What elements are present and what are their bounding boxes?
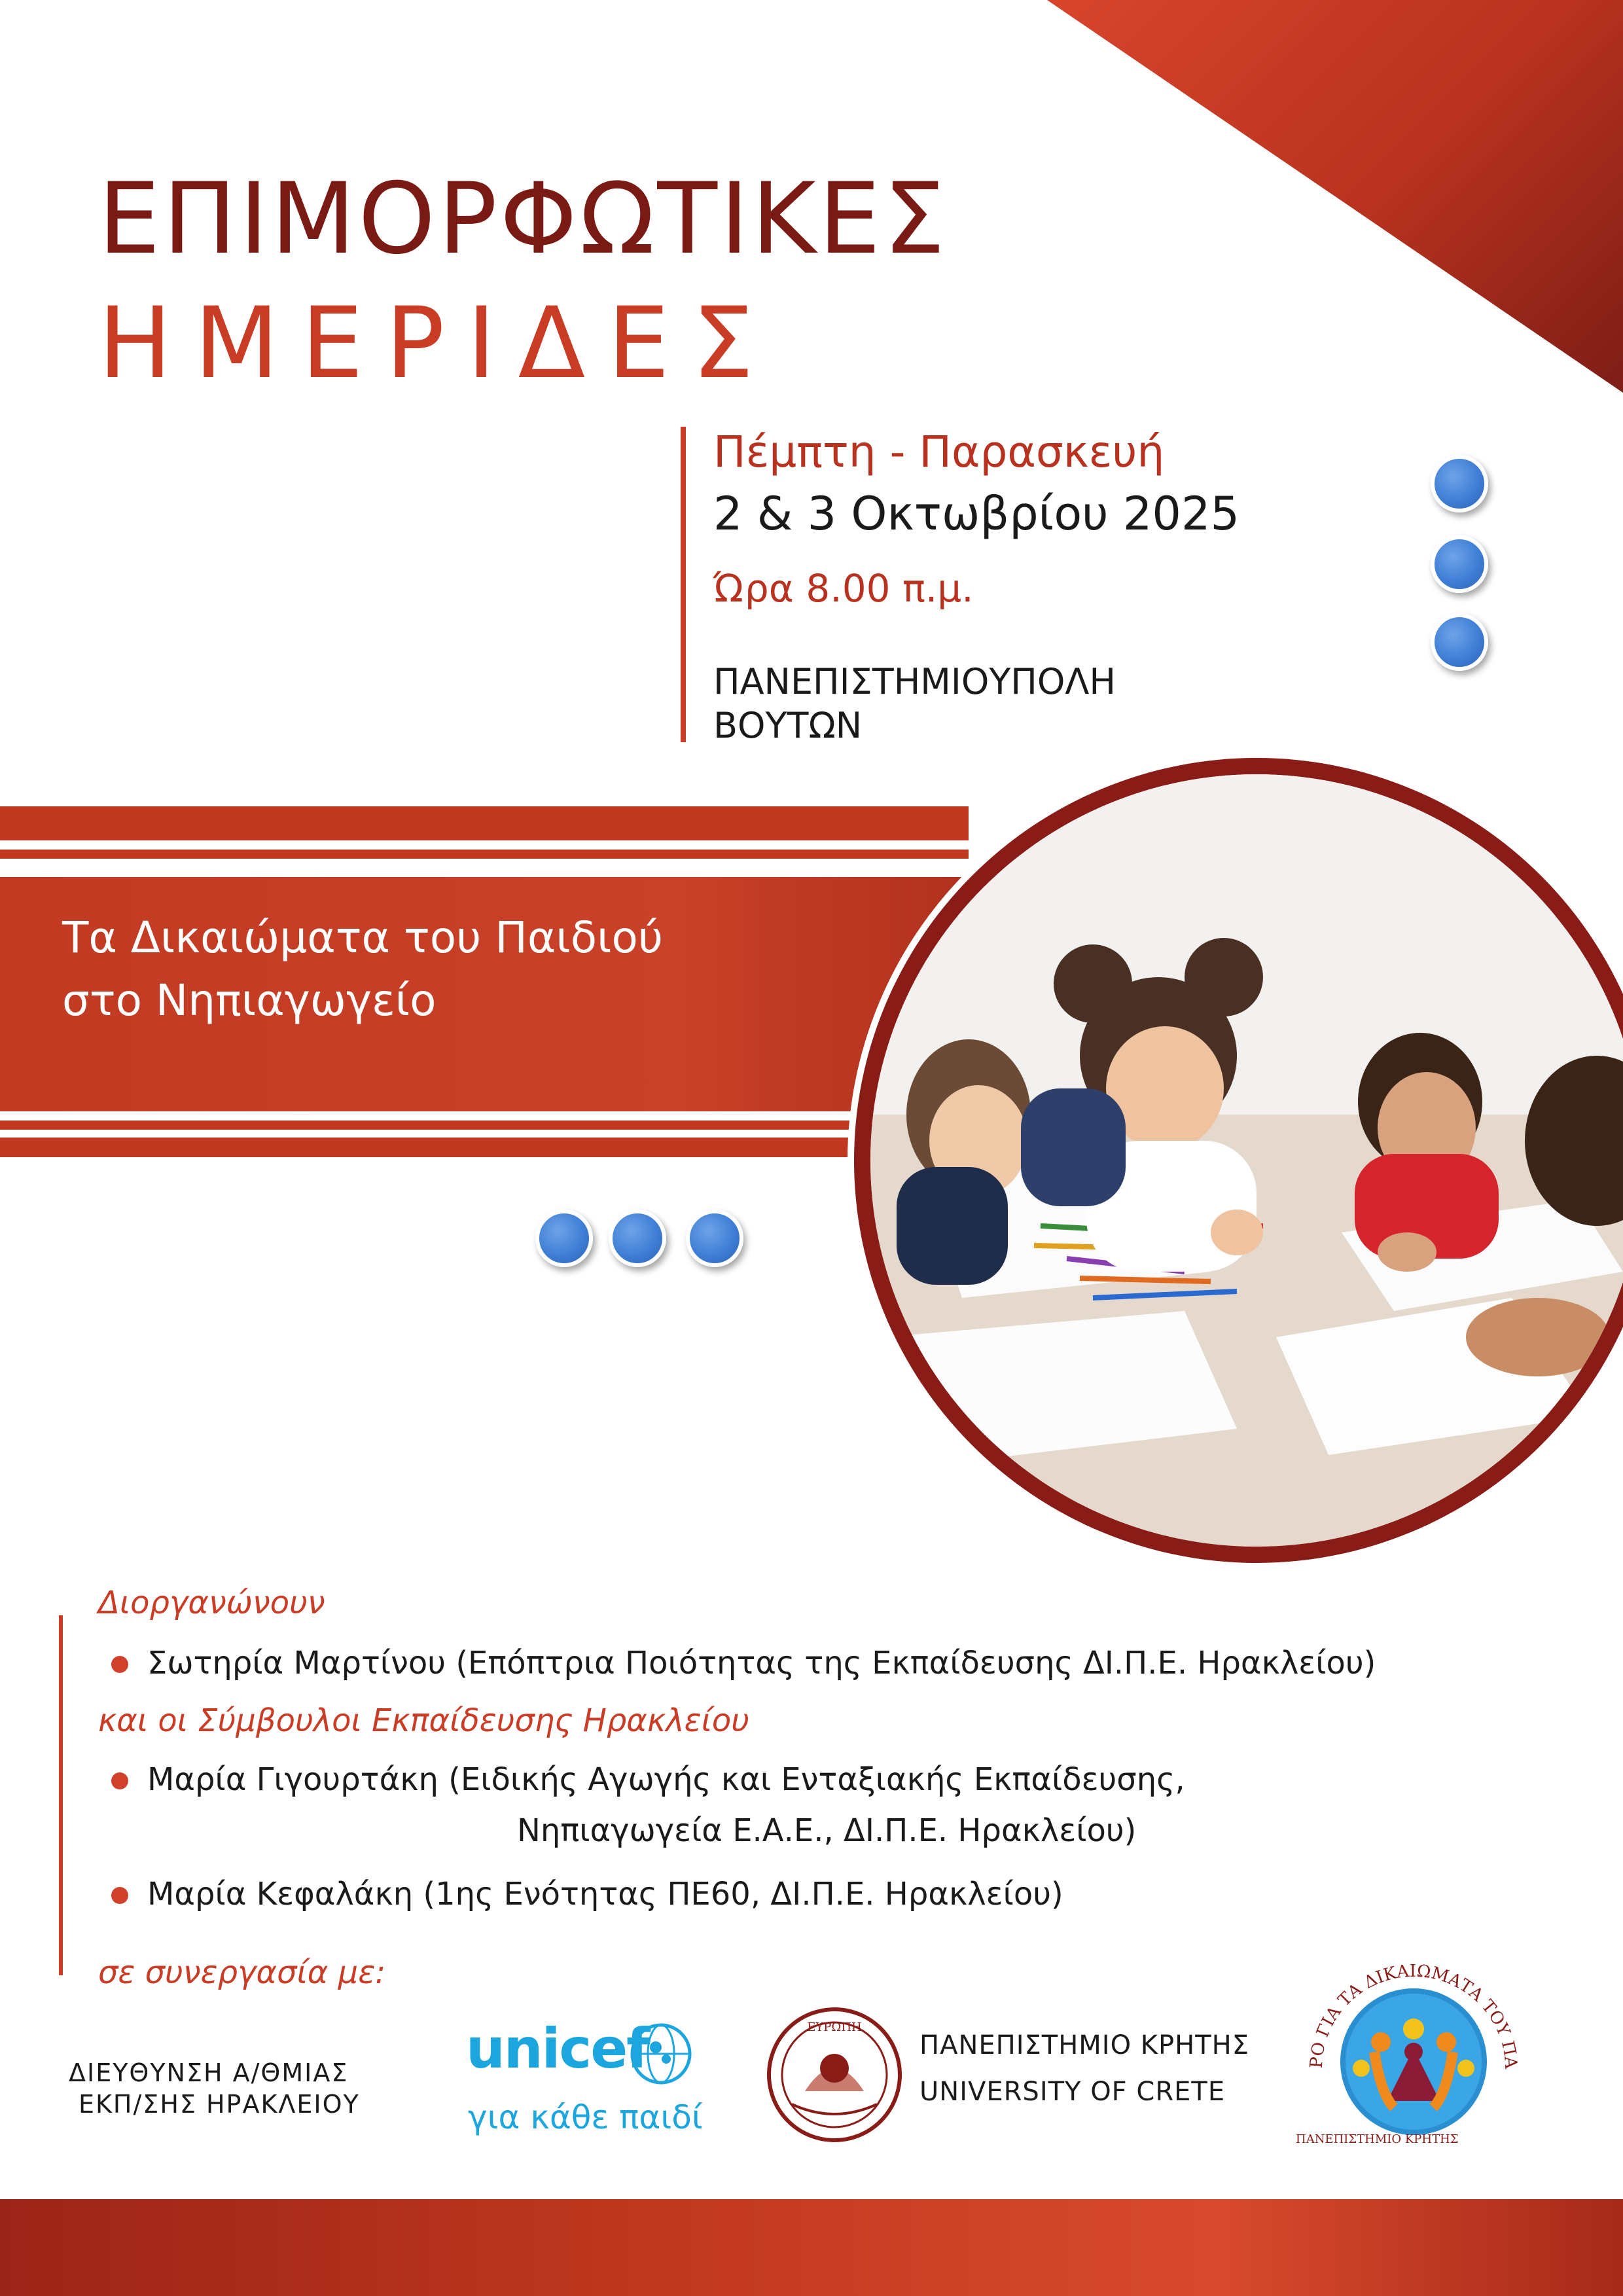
event-days: Πέμπτη - Παρασκευή: [713, 427, 1165, 477]
dipe-logo-line-2: ΕΚΠ/ΣΗΣ ΗΡΑΚΛΕΙΟΥ: [79, 2090, 360, 2119]
blue-dot: [535, 1210, 593, 1267]
topic-line-1: Τα Δικαιώματα του Παιδιού: [62, 912, 664, 963]
banner-bottom-band: [0, 1138, 969, 1157]
seal-text: ΕΥΡΩΠΗ: [807, 2020, 862, 2034]
blue-dot: [1431, 455, 1488, 512]
organizers-subheading: και οι Σύμβουλοι Εκπαίδευσης Ηρακλείου: [98, 1702, 749, 1739]
dipe-logo-line-1: ΔΙΕΥΘΥΝΣΗ Α/ΘΜΙΑΣ: [69, 2058, 349, 2087]
organizer-3: Μαρία Κεφαλάκη (1ης Ενότητας ΠΕ60, ΔΙ.Π.Ε. Ηρακλείου): [147, 1876, 1063, 1912]
bottom-bar: [0, 2199, 1623, 2296]
blue-dot: [1431, 613, 1488, 671]
bullet-dot: [111, 1772, 128, 1789]
topic-line-2: στο Νηπιαγωγείο: [62, 975, 437, 1026]
blue-dot: [1431, 535, 1488, 593]
organizer-2-line-1: Μαρία Γιγουρτάκη (Ειδικής Αγωγής και Ενταξιακής Εκπαίδευσης,: [147, 1761, 1185, 1798]
banner-stripe: [0, 1121, 969, 1130]
bullet-dot: [111, 1656, 128, 1673]
organizer-1: Σωτηρία Μαρτίνου (Επόπτρια Ποιότητας της Εκπαίδευσης ΔΙ.Π.Ε. Ηρακλείου): [147, 1645, 1376, 1681]
corner-triangle: [1047, 0, 1623, 393]
blue-dot: [609, 1210, 666, 1267]
unicef-emblem-icon: [628, 2021, 694, 2087]
organizers-heading: Διοργανώνουν: [98, 1585, 325, 1621]
organizers-accent-bar: [59, 1615, 63, 1975]
blue-dot: [686, 1210, 743, 1267]
center-arc-text: ΡΟ ΓΙΑ ΤΑ ΔΙΚΑΙΩΜΑΤΑ ΤΟΥ ΠΑ: [1306, 1961, 1521, 2070]
unicef-wordmark: unicef: [466, 2017, 649, 2081]
center-subtitle: ΠΑΝΕΠΙΣΤΗΜΙΟ ΚΡΗΤΗΣ: [1296, 2132, 1459, 2146]
event-place-line-2: ΒΟΥΤΩΝ: [713, 705, 863, 746]
university-name-english: UNIVERSITY OF CRETE: [919, 2077, 1226, 2107]
event-place-line-1: ΠΑΝΕΠΙΣΤΗΜΙΟΥΠΟΛΗ: [713, 661, 1116, 702]
organizer-2-line-2: Νηπιαγωγεία Ε.Α.Ε., ΔΙ.Π.Ε. Ηρακλείου): [517, 1812, 1137, 1849]
event-time: Ώρα 8.00 π.μ.: [713, 566, 974, 611]
child-rights-center-logo: [1283, 1944, 1544, 2140]
title-line-1: ΕΠΙΜΟΡΦΩΤΙΚΕΣ: [98, 162, 948, 276]
event-date: 2 & 3 Οκτωβρίου 2025: [713, 487, 1240, 541]
university-name-greek: ΠΑΝΕΠΙΣΤΗΜΙΟ ΚΡΗΤΗΣ: [919, 2030, 1250, 2060]
banner-stripe: [0, 850, 969, 859]
unicef-tagline: για κάθε παιδί: [468, 2098, 703, 2136]
banner-top-band: [0, 806, 969, 840]
university-seal-icon: [766, 2006, 903, 2144]
date-accent-bar: [681, 427, 686, 742]
children-drawing-photo: [870, 774, 1623, 1547]
title-line-2: ΗΜΕΡΙΔΕΣ: [98, 287, 776, 401]
collaboration-label: σε συνεργασία με:: [98, 1954, 386, 1991]
bullet-dot: [111, 1887, 128, 1904]
